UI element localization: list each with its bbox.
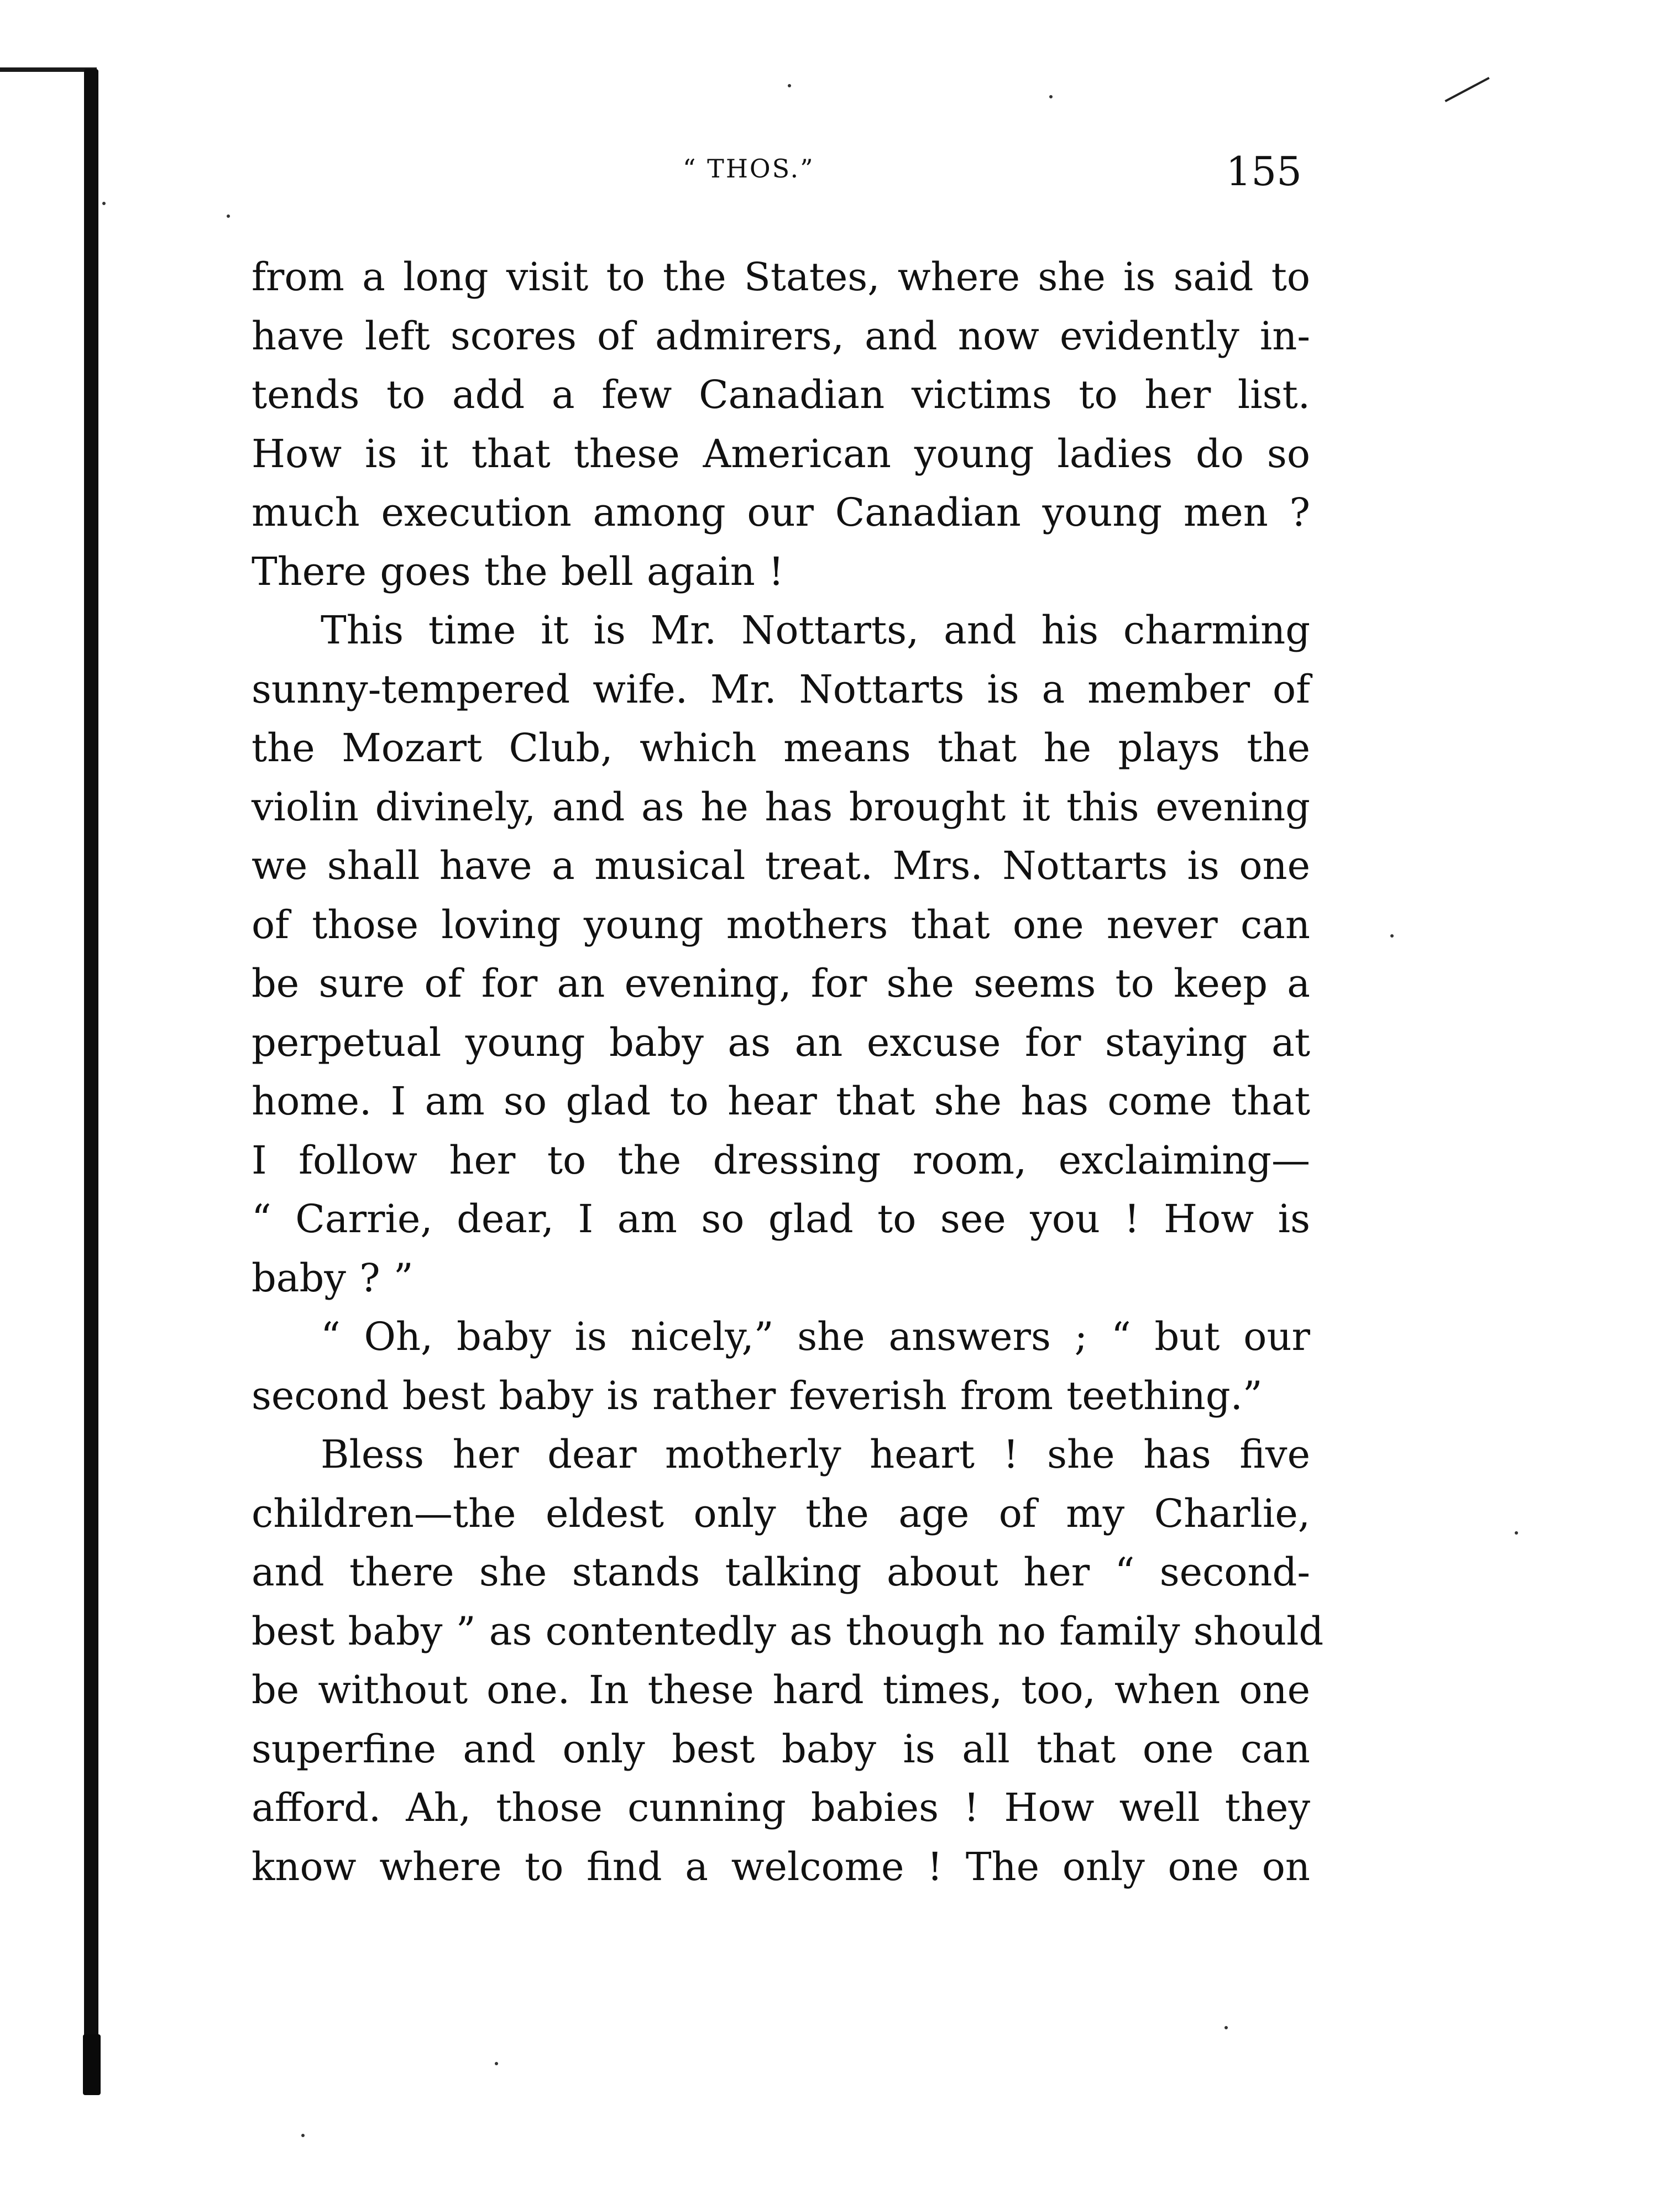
text-line: of those loving young mothers that one never can xyxy=(252,902,1310,947)
text-line: know where to find a welcome ! The only one on xyxy=(252,1844,1310,1889)
text-line: superfine and only best baby is all that one can xyxy=(252,1726,1310,1772)
text-line: children—the eldest only the age of my Charlie, xyxy=(252,1490,1310,1536)
text-line: This time it is Mr. Nottarts, and his charming xyxy=(321,608,1310,653)
text-line: perpetual young baby as an excuse for staying at xyxy=(252,1019,1310,1065)
ink-speck xyxy=(227,214,230,218)
running-head xyxy=(254,148,1302,209)
text-line: have left scores of admirers, and now evidently in- xyxy=(252,313,1310,359)
text-line: second best baby is rather feverish from teething.” xyxy=(252,1373,1263,1418)
page-number: 155 xyxy=(1226,148,1302,195)
ink-speck xyxy=(1049,95,1053,98)
pencil-mark xyxy=(1445,77,1489,102)
binding-edge-bottom xyxy=(83,2034,101,2095)
text-line: be without one. In these hard times, too, when one xyxy=(252,1667,1310,1713)
binding-edge xyxy=(84,69,98,2081)
text-line: “ Oh, baby is nicely,” she answers ; “ but our xyxy=(321,1314,1310,1359)
text-line: baby ? ” xyxy=(252,1255,414,1301)
ink-speck xyxy=(102,202,106,205)
ink-speck xyxy=(301,2134,305,2137)
text-line: I follow her to the dressing room, exclaiming— xyxy=(252,1137,1310,1183)
text-line: “ Carrie, dear, I am so glad to see you ! How is xyxy=(252,1196,1310,1242)
ink-speck xyxy=(495,2062,498,2065)
text-line: violin divinely, and as he has brought it this evening xyxy=(252,784,1310,830)
text-line: home. I am so glad to hear that she has come that xyxy=(252,1079,1310,1124)
text-line: and there she stands talking about her “ second- xyxy=(252,1549,1310,1595)
binding-edge-top xyxy=(0,67,97,72)
text-line: tends to add a few Canadian victims to her list. xyxy=(252,372,1310,417)
ink-speck xyxy=(1515,1531,1518,1535)
body-text xyxy=(252,248,1324,1896)
text-line: best baby ” as contentedly as though no family should xyxy=(252,1608,1324,1654)
text-line: from a long visit to the States, where she is said to xyxy=(252,254,1310,300)
running-head-title: “ THOS.” xyxy=(683,154,815,184)
text-line: There goes the bell again ! xyxy=(252,548,784,594)
ink-speck xyxy=(1390,934,1394,938)
ink-speck xyxy=(1224,2026,1228,2029)
text-line: Bless her dear motherly heart ! she has five xyxy=(321,1432,1310,1477)
text-line: sunny-tempered wife. Mr. Nottarts is a member of xyxy=(252,666,1310,712)
ink-speck xyxy=(788,84,791,87)
text-line: the Mozart Club, which means that he plays the xyxy=(252,725,1310,771)
text-line: be sure of for an evening, for she seems to keep a xyxy=(252,961,1310,1006)
text-line: much execution among our Canadian young men ? xyxy=(252,490,1310,535)
text-line: afford. Ah, those cunning babies ! How well they xyxy=(252,1785,1310,1830)
text-line: How is it that these American young ladies do so xyxy=(252,431,1310,477)
text-line: we shall have a musical treat. Mrs. Nottarts is one xyxy=(252,843,1310,888)
